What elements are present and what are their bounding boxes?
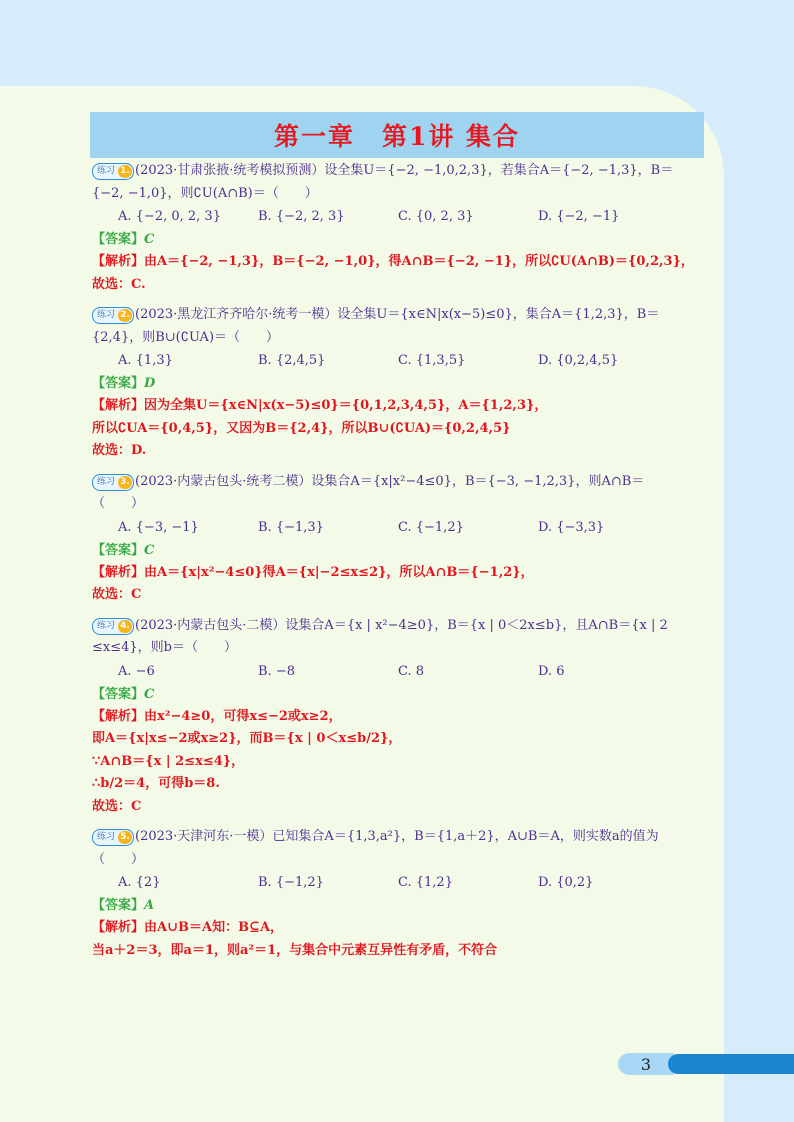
- exercise-number: 3.: [118, 476, 132, 489]
- answer-option: A. {−3, −1}: [118, 519, 199, 535]
- analysis-label: 【解析】: [92, 254, 145, 269]
- exercise-gap: [92, 296, 704, 304]
- answer-options: [92, 516, 704, 540]
- exercise-item: [92, 304, 704, 463]
- analysis-line: [92, 940, 704, 963]
- answer-label: 【答案】: [92, 898, 145, 913]
- answer-option: D. {−3,3}: [538, 519, 605, 535]
- exercise-number: 5.: [118, 831, 132, 844]
- exercise-badge-label: 练习: [97, 832, 116, 842]
- chapter-title-band: [90, 112, 704, 158]
- exercise-item: [92, 615, 704, 819]
- analysis-text: 故选：C: [92, 798, 142, 814]
- exercise-number: 1.: [118, 165, 132, 178]
- exercise-badge: [92, 163, 134, 180]
- answer-value: C: [144, 686, 155, 702]
- question-line: [92, 615, 704, 638]
- question-text: （ ）: [92, 851, 145, 867]
- answer-option: B. {−1,3}: [258, 519, 324, 535]
- analysis-line: [92, 274, 704, 297]
- question-text: ≤x≤4}，则b＝（ ）: [92, 640, 237, 655]
- chapter-title: 第一章 第1讲 集合: [273, 122, 521, 151]
- answer-option: D. 6: [538, 663, 565, 679]
- answer-label: 【答案】: [92, 232, 145, 247]
- analysis-line: [92, 706, 704, 729]
- answer-option: A. {−2, 0, 2, 3}: [118, 209, 221, 224]
- answer-value: C: [144, 232, 155, 247]
- analysis-line: [92, 562, 704, 585]
- analysis-text: 故选：C: [92, 587, 142, 602]
- exercise-badge: [92, 829, 134, 846]
- exercise-badge-label: 练习: [97, 476, 116, 487]
- answer-option: C. {1,2}: [398, 875, 453, 890]
- answer-option: C. {0, 2, 3}: [398, 209, 474, 224]
- exercise-gap: [92, 607, 704, 615]
- answer-option: A. {1,3}: [118, 353, 173, 368]
- analysis-line: [92, 917, 704, 940]
- question-text: (2023·黑龙江齐齐哈尔·统考一模）设全集U＝{x∈N|x(x−5)≤0}，集合A＝{1,2,3}，B＝: [135, 307, 660, 322]
- exercise-number: 4.: [118, 620, 132, 633]
- answer-options: [92, 871, 704, 895]
- answer-label: 【答案】: [92, 376, 145, 391]
- exercise-item: [92, 826, 704, 962]
- answer-options: [92, 205, 704, 229]
- exercise-badge: [92, 618, 134, 635]
- analysis-line: [92, 440, 704, 463]
- answer-option: C. 8: [398, 663, 425, 679]
- analysis-text: ∵A∩B＝{x | 2≤x≤4}，: [92, 753, 245, 769]
- page-number: 3: [618, 1053, 674, 1075]
- analysis-text: 由A∪B＝A知：B⊆A，: [144, 920, 284, 935]
- analysis-line: [92, 751, 704, 774]
- answer-label: 【答案】: [92, 542, 145, 558]
- question-line: [92, 304, 704, 327]
- exercise-list: [92, 160, 704, 962]
- answer-value: D: [144, 376, 156, 391]
- exercise-gap: [92, 463, 704, 471]
- answer-value: C: [144, 542, 155, 558]
- answer-line: [92, 684, 704, 706]
- question-text: (2023·内蒙古包头·统考二模）设集合A＝{x|x²−4≤0}，B＝{−3, −1,2,3}，则A∩B＝: [135, 473, 645, 489]
- answer-option: D. {0,2,4,5}: [538, 353, 619, 368]
- analysis-text: ∴b/2＝4，可得b＝8.: [92, 776, 220, 791]
- question-text: (2023·内蒙古包头·二模）设集合A＝{x | x²−4≥0}，B＝{x | 0＜2x≤b}，且A∩B＝{x | 2: [135, 617, 668, 633]
- analysis-text: 当a＋2＝3，即a＝1，则a²＝1，与集合中元素互异性有矛盾，不符合: [92, 942, 498, 958]
- question-line: [92, 493, 704, 516]
- analysis-line: [92, 251, 704, 274]
- exercise-badge: [92, 307, 134, 324]
- answer-line: [92, 540, 704, 562]
- analysis-text: 由x²−4≥0，可得x≤−2或x≥2，: [144, 708, 342, 724]
- answer-option: D. {0,2}: [538, 875, 594, 890]
- answer-option: B. −8: [258, 663, 295, 679]
- analysis-label: 【解析】: [92, 708, 145, 724]
- page-number-bar: [668, 1054, 794, 1074]
- question-text: （ ）: [92, 496, 145, 511]
- analysis-line: [92, 584, 704, 607]
- question-line: [92, 826, 704, 849]
- analysis-line: [92, 796, 704, 819]
- answer-line: [92, 895, 704, 917]
- answer-options: [92, 349, 704, 373]
- question-text: {2,4}，则B∪(∁UA)＝（ ）: [92, 329, 280, 345]
- answer-option: A. −6: [118, 663, 155, 679]
- answer-label: 【答案】: [92, 686, 145, 702]
- analysis-line: [92, 395, 704, 418]
- question-line: [92, 160, 704, 183]
- question-line: [92, 849, 704, 872]
- analysis-text: 故选：D.: [92, 443, 147, 458]
- question-text: {−2, −1,0}，则∁U(A∩B)＝（ ）: [92, 185, 318, 201]
- answer-value: A: [144, 898, 155, 913]
- answer-options: [92, 660, 704, 684]
- analysis-line: [92, 773, 704, 796]
- exercise-item: [92, 471, 704, 607]
- answer-option: B. {−1,2}: [258, 875, 324, 890]
- answer-option: D. {−2, −1}: [538, 209, 620, 224]
- question-line: [92, 327, 704, 350]
- answer-option: A. {2}: [118, 875, 161, 890]
- analysis-text: 故选：C.: [92, 276, 146, 292]
- analysis-text: 由A＝{−2, −1,3}，B＝{−2, −1,0}，得A∩B＝{−2, −1}，所以∁U(A∩B)＝{0,2,3}，: [144, 254, 694, 269]
- analysis-text: 所以∁UA＝{0,4,5}，又因为B＝{2,4}，所以B∪(∁UA)＝{0,2,4,5}: [92, 420, 511, 436]
- exercise-badge-label: 练习: [97, 310, 116, 320]
- question-line: [92, 471, 704, 494]
- exercise-number: 2.: [118, 309, 132, 322]
- analysis-label: 【解析】: [92, 920, 145, 935]
- answer-option: B. {2,4,5}: [258, 353, 326, 368]
- analysis-label: 【解析】: [92, 564, 145, 580]
- answer-option: B. {−2, 2, 3}: [258, 209, 345, 224]
- exercise-badge-label: 练习: [97, 620, 116, 631]
- question-line: [92, 637, 704, 660]
- analysis-text: 即A＝{x|x≤−2或x≥2}，而B＝{x | 0＜x≤b/2}，: [92, 731, 402, 746]
- exercise-gap: [92, 818, 704, 826]
- question-line: [92, 183, 704, 206]
- question-text: (2023·天津河东·一模）已知集合A＝{1,3,a²}，B＝{1,a＋2}，A∪B＝A，则实数a的值为: [135, 829, 659, 844]
- exercise-item: [92, 160, 704, 296]
- exercise-badge-label: 练习: [97, 166, 116, 176]
- question-text: (2023·甘肃张掖·统考模拟预测）设全集U＝{−2, −1,0,2,3}，若集合A＝{−2, −1,3}，B＝: [135, 163, 674, 178]
- exercise-badge: [92, 474, 134, 491]
- answer-line: [92, 229, 704, 251]
- answer-line: [92, 373, 704, 395]
- analysis-line: [92, 728, 704, 751]
- analysis-text: 由A＝{x|x²−4≤0}得A＝{x|−2≤x≤2}，所以A∩B＝{−1,2}，: [144, 564, 534, 580]
- analysis-line: [92, 418, 704, 441]
- answer-option: C. {1,3,5}: [398, 353, 466, 368]
- answer-option: C. {−1,2}: [398, 519, 464, 535]
- analysis-text: 因为全集U＝{x∈N|x(x−5)≤0}＝{0,1,2,3,4,5}，A＝{1,2,3}，: [144, 398, 548, 413]
- analysis-label: 【解析】: [92, 398, 145, 413]
